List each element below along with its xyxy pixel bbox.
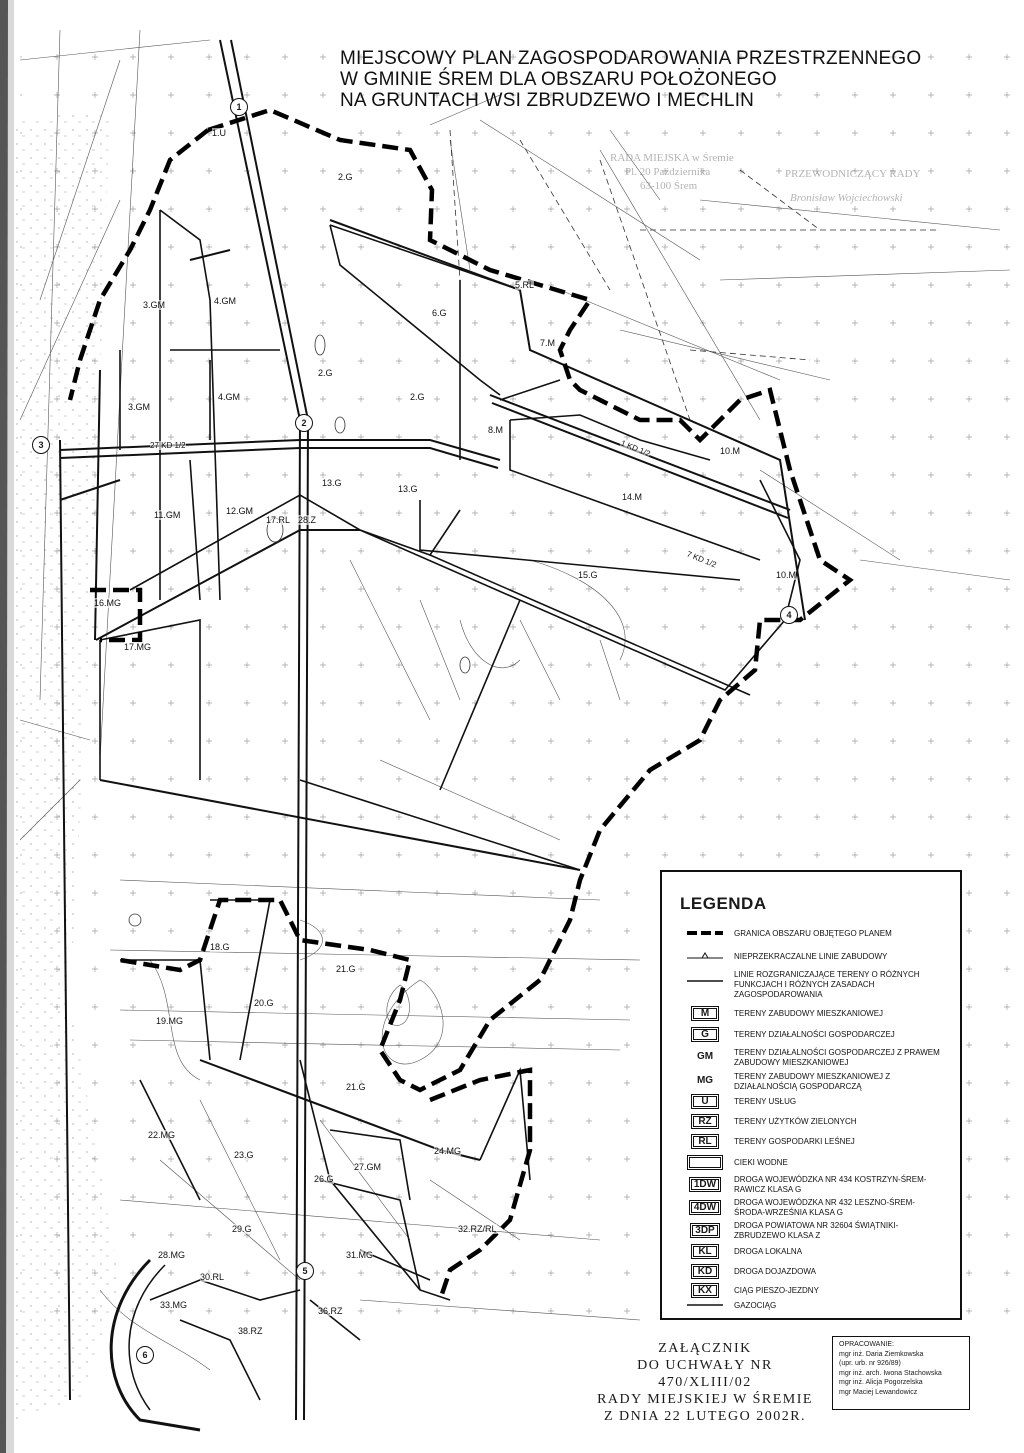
legend-desc: TERENY USŁUG xyxy=(734,1097,797,1106)
road-marker: 6 xyxy=(136,1346,154,1364)
legend-desc: TERENY UŻYTKÓW ZIELONYCH xyxy=(734,1117,857,1126)
legend-item xyxy=(676,1197,956,1218)
plot-label: 5.RL xyxy=(515,280,535,290)
plot-label: 21.G xyxy=(336,964,356,974)
legend-symbol: RL xyxy=(691,1134,719,1149)
plot-label: 2.G xyxy=(410,392,425,402)
plot-label: 4.GM xyxy=(218,392,241,402)
attachment-line4: Z DNIA 22 LUTEGO 2002R. xyxy=(603,1409,807,1424)
legend-desc: TERENY GOSPODARKI LEŚNEJ xyxy=(734,1137,855,1146)
legend-desc: NIEPRZEKRACZALNE LINIE ZABUDOWY xyxy=(734,952,888,961)
dashed-boundary-icon xyxy=(685,928,725,938)
legend-item xyxy=(676,1300,956,1311)
plot-label: 1.U xyxy=(212,128,227,138)
legend-symbol: M xyxy=(691,1006,719,1021)
plot-label: 18.G xyxy=(210,942,230,952)
road-marker: 1 xyxy=(230,98,248,116)
legend-desc: TERENY DZIAŁALNOŚCI GOSPODARCZEJ Z PRAWEM ZABUDOWY MIESZKANIOWEJ xyxy=(734,1048,940,1067)
zoning-line-icon xyxy=(685,969,725,993)
road-label: 7 KD 1/2 xyxy=(685,549,718,570)
credits-line1: OPRACOWANIE: xyxy=(839,1341,894,1348)
legend-item xyxy=(676,1244,956,1259)
plot-label: 2.G xyxy=(338,172,353,182)
legend-item xyxy=(676,928,956,939)
plot-label: 6.G xyxy=(432,308,447,318)
map-title-line2: W GMINIE ŚREM DLA OBSZARU POŁOŻONEGO xyxy=(340,69,777,90)
plot-label: 23.G xyxy=(234,1150,254,1160)
plot-label: 13.G xyxy=(398,484,418,494)
legend-item xyxy=(676,969,956,1000)
legend-desc: TERENY ZABUDOWY MIESZKANIOWEJ xyxy=(734,1009,884,1018)
legend-item xyxy=(676,1220,956,1241)
legend-desc: CIEKI WODNE xyxy=(734,1158,788,1167)
legend-title: LEGENDA xyxy=(680,894,767,913)
plot-label: 30.RL xyxy=(200,1272,225,1282)
plot-label: 36.RZ xyxy=(318,1306,343,1316)
legend-item xyxy=(676,1264,956,1279)
legend-symbol: G xyxy=(691,1027,719,1042)
credits-line5: mgr inż. Alicja Pogorzelska xyxy=(839,1379,923,1386)
attachment-note xyxy=(590,1340,820,1425)
plot-label: 3.GM xyxy=(128,402,151,412)
credits-line2: mgr inż. Daria Ziemkowska xyxy=(839,1350,924,1358)
legend-desc: GRANICA OBSZARU OBJĘTEGO PLANEM xyxy=(734,929,892,938)
plot-label: 2.G xyxy=(318,368,333,378)
attachment-line3: RADY MIEJSKIEJ W ŚREMIE xyxy=(597,1392,813,1407)
plot-label: 28.Z xyxy=(298,515,317,525)
legend-item xyxy=(676,951,956,962)
plot-label: 20.G xyxy=(254,998,274,1008)
plot-label: 15.G xyxy=(578,570,598,580)
legend-desc: DROGA POWIATOWA NR 32604 ŚWIĄTNIKI-ZBRUDZEWO KLASA Z xyxy=(734,1221,899,1240)
plot-label: 12.GM xyxy=(226,506,254,516)
attachment-line2: DO UCHWAŁY NR 470/XLIII/02 xyxy=(637,1358,773,1390)
plot-label: 31.MG xyxy=(346,1250,374,1260)
legend-item xyxy=(676,1071,956,1092)
chair-stamp-line1: PRZEWODNICZĄCY RADY xyxy=(785,168,921,180)
legend-item xyxy=(676,1114,956,1129)
plot-label: 10.M xyxy=(776,570,797,580)
plot-label: 10.M xyxy=(720,446,741,456)
plot-label: 3.GM xyxy=(143,300,166,310)
road-marker: 5 xyxy=(296,1262,314,1280)
legend-symbol: MG xyxy=(696,1075,714,1086)
plot-label: 17.RL xyxy=(266,515,291,525)
plot-label: 11.GM xyxy=(154,510,181,520)
legend-desc: TERENY DZIAŁALNOŚCI GOSPODARCZEJ xyxy=(734,1030,895,1039)
legend-item xyxy=(676,1283,956,1298)
legend-desc: LINIE ROZGRANICZAJĄCE TERENY O RÓŻNYCH FUNKCJACH I RÓŻNYCH ZASADACH ZAGOSPODAROWANIA xyxy=(734,970,920,999)
legend-item xyxy=(676,1006,956,1021)
legend-symbol: 4DW xyxy=(689,1200,721,1215)
plot-label: 26.G xyxy=(314,1174,334,1184)
map-title-line3: NA GRUNTACH WSI ZBRUDZEWO I MECHLIN xyxy=(340,90,755,111)
legend-symbol: 1DW xyxy=(689,1177,721,1192)
legend-item xyxy=(676,1047,956,1068)
map-title xyxy=(340,48,980,111)
legend-item xyxy=(676,1027,956,1042)
plot-label: 33.MG xyxy=(160,1300,188,1310)
legend-item xyxy=(676,1134,956,1149)
road-marker: 2 xyxy=(295,414,313,432)
attachment-line1: ZAŁĄCZNIK xyxy=(658,1341,752,1356)
legend-symbol: 3DP xyxy=(690,1223,719,1238)
council-stamp-line2: Pl. 20 Października xyxy=(625,166,711,178)
legend-desc: DROGA WOJEWÓDZKA NR 434 KOSTRZYN-ŚREM-RAWICZ KLASA G xyxy=(734,1175,927,1194)
plot-label: 14.M xyxy=(622,492,643,502)
plot-label: 38.RZ xyxy=(238,1326,263,1336)
legend-desc: GAZOCIĄG xyxy=(734,1301,777,1310)
road-marker: 3 xyxy=(32,436,50,454)
building-line-icon xyxy=(685,951,725,961)
plot-label: 21.G xyxy=(346,1082,366,1092)
legend-desc: CIĄG PIESZO-JEZDNY xyxy=(734,1286,819,1295)
legend-desc: DROGA WOJEWÓDZKA NR 432 LESZNO-ŚREM-ŚRODA-WRZEŚNIA KLASA G xyxy=(734,1198,915,1217)
plot-label: 8.M xyxy=(488,425,504,435)
legend-desc: DROGA LOKALNA xyxy=(734,1247,803,1256)
legend-symbol: KL xyxy=(691,1244,719,1259)
map-title-line1: MIEJSCOWY PLAN ZAGOSPODAROWANIA PRZESTRZENNEGO xyxy=(340,48,922,69)
gas-pipeline-icon xyxy=(685,1300,725,1310)
road-label: 1 KD 1/2 xyxy=(619,438,652,459)
credits-line3: (upr. urb. nr 926/89) xyxy=(839,1360,901,1367)
plot-label: 27.GM xyxy=(354,1162,382,1172)
legend-item xyxy=(676,1155,956,1170)
council-stamp-line1: RADA MIEJSKA w Śremie xyxy=(610,152,734,164)
credits-box xyxy=(832,1336,970,1410)
watercourse-icon xyxy=(687,1155,723,1170)
plot-label: 7.M xyxy=(540,338,556,348)
chair-stamp-signature: Bronisław Wojciechowski xyxy=(790,192,903,204)
plot-label: 22.MG xyxy=(148,1130,176,1140)
plot-label: 32.RZ/RL xyxy=(458,1224,497,1234)
plot-label: 19.MG xyxy=(156,1016,184,1026)
legend-desc: DROGA DOJAZDOWA xyxy=(734,1267,816,1276)
credits-line6: mgr Maciej Lewandowicz xyxy=(839,1388,918,1396)
legend-symbol: KX xyxy=(691,1283,719,1298)
road-label: 27 KD 1/2 xyxy=(150,441,186,450)
legend-box xyxy=(660,870,962,1320)
legend-symbol: GM xyxy=(696,1051,714,1062)
legend-item xyxy=(676,1174,956,1195)
plot-label: 16.MG xyxy=(94,598,122,608)
plot-label: 4.GM xyxy=(214,296,237,306)
plot-label: 29.G xyxy=(232,1224,252,1234)
legend-symbol: KD xyxy=(691,1264,719,1279)
plot-label: 24.MG xyxy=(434,1146,462,1156)
plot-label: 28.MG xyxy=(158,1250,186,1260)
council-stamp-line3: 63-100 Śrem xyxy=(640,180,698,192)
credits-line4: mgr inż. arch. Iwona Stachowska xyxy=(839,1369,942,1377)
legend-symbol: U xyxy=(691,1094,719,1109)
legend-symbol: RZ xyxy=(691,1114,719,1129)
legend-item xyxy=(676,1094,956,1109)
plot-label: 13.G xyxy=(322,478,342,488)
road-marker: 4 xyxy=(780,606,798,624)
legend-desc: TERENY ZABUDOWY MIESZKANIOWEJ Z DZIAŁALNOŚCIĄ GOSPODARCZĄ xyxy=(734,1072,891,1091)
plot-label: 17.MG xyxy=(124,642,152,652)
